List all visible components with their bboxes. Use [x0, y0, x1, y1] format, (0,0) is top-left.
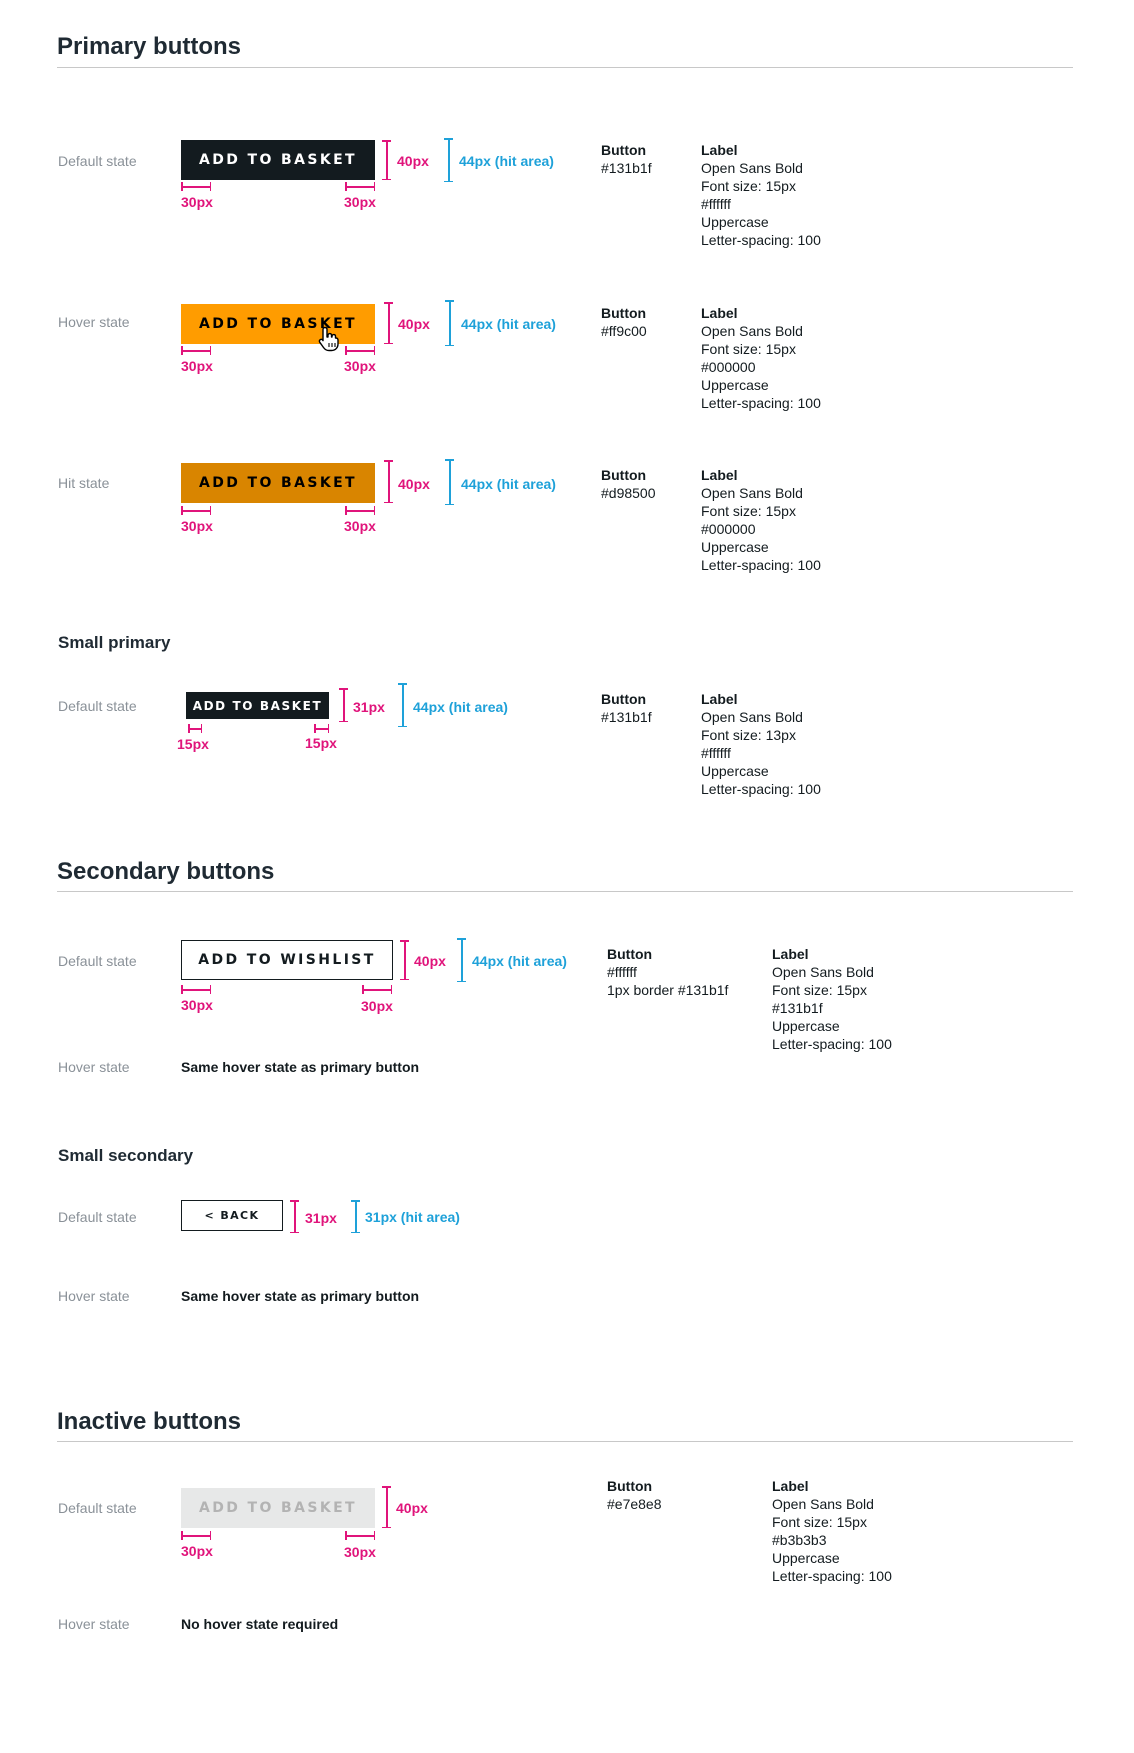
spec-letter-spacing: Letter-spacing: 100 [701, 395, 821, 411]
spec-font: Open Sans Bold [701, 485, 803, 501]
state-label-default: Default state [58, 153, 137, 169]
spec-letter-spacing: Letter-spacing: 100 [701, 781, 821, 797]
spec-label-color: #000000 [701, 359, 756, 375]
spec-font-size: Font size: 15px [701, 178, 796, 194]
spec-heading: Button [601, 691, 647, 707]
padding-left-label: 15px [177, 736, 209, 752]
state-label-default: Default state [58, 698, 137, 714]
padding-right-marker [345, 346, 375, 355]
height-dimension-label: 40px [396, 1500, 428, 1516]
padding-right-marker [345, 182, 375, 191]
padding-right-label: 30px [344, 358, 376, 374]
state-label-default: Default state [58, 953, 137, 969]
padding-left-marker [181, 985, 211, 994]
spec-label-color: #131b1f [772, 1000, 823, 1016]
state-label-hover: Hover state [58, 1616, 130, 1632]
spec-label-color: #000000 [701, 521, 756, 537]
spec-label-color: #b3b3b3 [772, 1532, 827, 1548]
padding-left-marker [181, 182, 211, 191]
spec-heading: Label [701, 305, 738, 321]
add-to-basket-button-hit[interactable]: ADD TO BASKET [181, 463, 375, 503]
spec-case: Uppercase [701, 377, 769, 393]
padding-left-label: 30px [181, 518, 213, 534]
section-title-primary: Primary buttons [57, 33, 242, 60]
spec-button-color: #d98500 [601, 485, 656, 501]
padding-left-marker [188, 724, 202, 733]
padding-right-label: 30px [361, 998, 393, 1014]
height-dimension-marker [382, 1486, 391, 1528]
state-label-hover: Hover state [58, 314, 130, 330]
state-label-hover: Hover state [58, 1059, 130, 1075]
hand-pointer-icon [318, 326, 340, 352]
height-dimension-marker [384, 460, 393, 503]
padding-left-label: 30px [181, 194, 213, 210]
add-to-wishlist-button[interactable]: ADD TO WISHLIST [181, 940, 393, 980]
inactive-add-to-basket-button: ADD TO BASKET [181, 1488, 375, 1528]
button-spec [601, 141, 652, 177]
spec-heading: Label [701, 467, 738, 483]
spec-button-color: #131b1f [601, 709, 652, 725]
spec-letter-spacing: Letter-spacing: 100 [701, 557, 821, 573]
spec-letter-spacing: Letter-spacing: 100 [772, 1568, 892, 1584]
spec-case: Uppercase [701, 539, 769, 555]
back-button[interactable]: < BACK [181, 1200, 283, 1231]
padding-left-marker [181, 1531, 211, 1540]
small-add-to-basket-button[interactable]: ADD TO BASKET [186, 692, 329, 719]
hover-note: No hover state required [181, 1616, 339, 1632]
height-dimension-marker [382, 140, 391, 180]
spec-case: Uppercase [701, 214, 769, 230]
height-dimension-label: 40px [398, 316, 430, 332]
hover-note: Same hover state as primary button [181, 1059, 420, 1075]
divider [57, 1441, 1073, 1442]
spec-case: Uppercase [772, 1018, 840, 1034]
spec-button-color: #ffffff [607, 964, 637, 980]
spec-font: Open Sans Bold [772, 964, 874, 980]
label-spec [772, 1477, 892, 1585]
padding-left-marker [181, 506, 211, 515]
hit-area-dimension-marker [444, 138, 453, 182]
spec-button-color: #e7e8e8 [607, 1496, 662, 1512]
padding-right-label: 30px [344, 518, 376, 534]
height-dimension-label: 40px [414, 953, 446, 969]
section-title-inactive: Inactive buttons [57, 1408, 242, 1435]
hit-area-dimension-label: 44px (hit area) [459, 153, 554, 169]
height-dimension-label: 31px [353, 699, 385, 715]
section-title-secondary: Secondary buttons [57, 858, 275, 885]
height-dimension-marker [400, 940, 409, 980]
hit-area-dimension-label: 31px (hit area) [365, 1209, 460, 1225]
hit-area-dimension-marker [351, 1200, 360, 1233]
padding-left-label: 30px [181, 997, 213, 1013]
spec-label-color: #ffffff [701, 196, 731, 212]
spec-heading: Label [701, 142, 738, 158]
height-dimension-marker [290, 1200, 299, 1233]
height-dimension-marker [384, 302, 393, 344]
padding-right-marker [345, 506, 375, 515]
add-to-basket-button[interactable]: ADD TO BASKET [181, 140, 375, 180]
button-spec [607, 1477, 662, 1513]
subsection-title-small-primary: Small primary [58, 633, 171, 652]
padding-right-marker [345, 1531, 375, 1540]
spec-border: 1px border #131b1f [607, 982, 729, 998]
spec-heading: Label [772, 1478, 809, 1494]
spec-case: Uppercase [701, 763, 769, 779]
spec-font: Open Sans Bold [701, 323, 803, 339]
label-spec [701, 304, 821, 412]
spec-letter-spacing: Letter-spacing: 100 [772, 1036, 892, 1052]
spec-heading: Button [601, 305, 647, 321]
spec-button-color: #ff9c00 [601, 323, 647, 339]
label-spec [701, 141, 821, 249]
padding-right-label: 30px [344, 1544, 376, 1560]
spec-font-size: Font size: 13px [701, 727, 796, 743]
hit-area-dimension-label: 44px (hit area) [461, 476, 556, 492]
spec-font: Open Sans Bold [701, 160, 803, 176]
button-spec [601, 304, 647, 340]
spec-heading: Label [772, 946, 809, 962]
height-dimension-marker [339, 688, 348, 722]
spec-case: Uppercase [772, 1550, 840, 1566]
button-spec [601, 466, 656, 502]
padding-right-marker [362, 985, 392, 994]
spec-heading: Label [701, 691, 738, 707]
spec-heading: Button [601, 142, 647, 158]
state-label-default: Default state [58, 1500, 137, 1516]
spec-letter-spacing: Letter-spacing: 100 [701, 232, 821, 248]
spec-label-color: #ffffff [701, 745, 731, 761]
button-spec [601, 690, 652, 726]
divider [57, 67, 1073, 68]
hit-area-dimension-marker [457, 938, 466, 982]
state-label-hover: Hover state [58, 1288, 130, 1304]
spec-font-size: Font size: 15px [772, 982, 867, 998]
spec-button-color: #131b1f [601, 160, 652, 176]
spec-font-size: Font size: 15px [701, 341, 796, 357]
spec-heading: Button [607, 1478, 653, 1494]
spec-heading: Button [607, 946, 653, 962]
add-to-basket-button-hover[interactable]: ADD TO BASKET [181, 304, 375, 344]
padding-right-label: 15px [305, 735, 337, 751]
subsection-title-small-secondary: Small secondary [58, 1146, 194, 1165]
height-dimension-label: 31px [305, 1210, 337, 1226]
hover-note: Same hover state as primary button [181, 1288, 420, 1304]
spec-font-size: Font size: 15px [701, 503, 796, 519]
hit-area-dimension-label: 44px (hit area) [472, 953, 567, 969]
padding-left-label: 30px [181, 1543, 213, 1559]
hit-area-dimension-label: 44px (hit area) [461, 316, 556, 332]
state-label-hit: Hit state [58, 475, 110, 491]
hit-area-dimension-marker [398, 683, 407, 727]
padding-right-marker [314, 724, 329, 733]
spec-font: Open Sans Bold [772, 1496, 874, 1512]
spec-heading: Button [601, 467, 647, 483]
height-dimension-label: 40px [397, 153, 429, 169]
label-spec [701, 690, 821, 798]
label-spec [701, 466, 821, 574]
divider [57, 891, 1073, 892]
padding-right-label: 30px [344, 194, 376, 210]
label-spec [772, 945, 892, 1053]
padding-left-marker [181, 346, 211, 355]
hit-area-dimension-marker [445, 459, 454, 505]
button-spec [607, 945, 728, 999]
spec-font: Open Sans Bold [701, 709, 803, 725]
hit-area-dimension-label: 44px (hit area) [413, 699, 508, 715]
padding-left-label: 30px [181, 358, 213, 374]
spec-font-size: Font size: 15px [772, 1514, 867, 1530]
height-dimension-label: 40px [398, 476, 430, 492]
state-label-default: Default state [58, 1209, 137, 1225]
hit-area-dimension-marker [445, 300, 454, 346]
